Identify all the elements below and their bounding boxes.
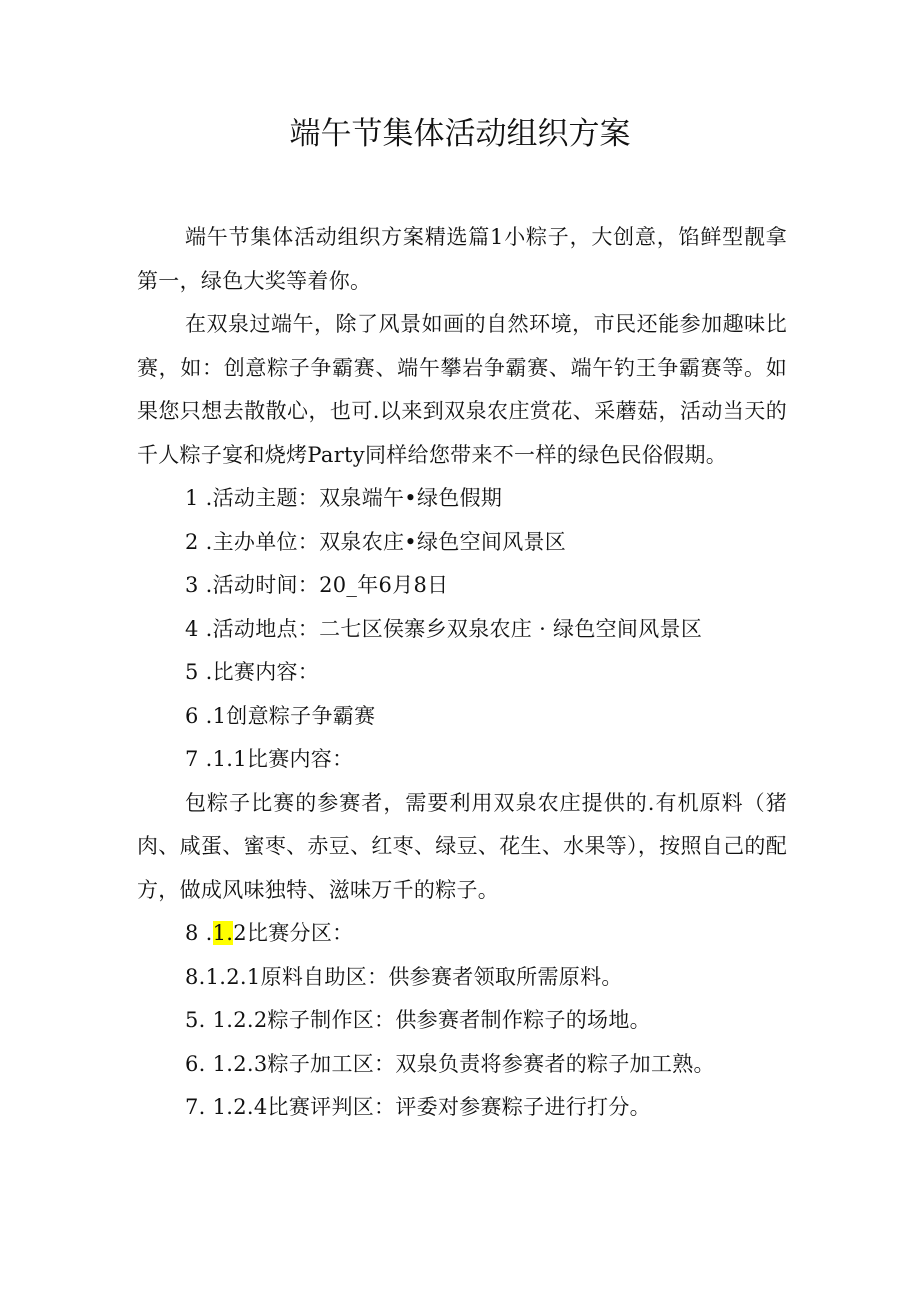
document-body — [137, 216, 787, 1130]
list-item-location: 4 .活动地点：二七区侯寨乡双泉农庄 · 绿色空间风景区 — [185, 616, 703, 641]
list-item-zones — [137, 912, 787, 956]
list-item-zone-judging: 7. 1.2.4比赛评判区：评委对参赛粽子进行打分。 — [185, 1095, 651, 1119]
list-item-zone-cooking: 6. 1.2.3粽子加工区：双泉负责将参赛者的粽子加工熟。 — [185, 1051, 715, 1076]
paragraph-contest-detail: 包粽子比赛的参赛者，需要利用双泉农庄提供的.有机原料（猪肉、咸蛋、蜜枣、赤豆、红枣、绿豆、花生、水果等），按照自己的配方，做成风味独特、滋味万千的粽子。 — [137, 790, 787, 902]
list-item-content: 5 .比赛内容： — [185, 660, 320, 684]
highlighted-text: 1. — [212, 921, 234, 945]
list-item-contest-content: 7 .1.1比赛内容： — [185, 747, 354, 771]
list-item-zone-making: 5. 1.2.2粽子制作区：供参赛者制作粽子的场地。 — [185, 1008, 651, 1032]
list-item-zones-suffix: 2比赛分区： — [233, 921, 354, 945]
list-item-zone-materials: 8.1.2.1原料自助区：供参赛者领取所需原料。 — [185, 964, 623, 989]
paragraph-intro: 端午节集体活动组织方案精选篇1小粽子，大创意，馅鲜型靓拿第一，绿色大奖等着你。 — [137, 225, 787, 293]
list-item-time: 3 .活动时间：20_年6月8日 — [185, 573, 449, 597]
list-item-organizer: 2 .主办单位：双泉农庄•绿色空间风景区 — [185, 529, 567, 554]
paragraph-description: 在双泉过端午，除了风景如画的自然环境，市民还能参加趣味比赛，如：创意粽子争霸赛、端午攀岩争霸赛、端午钓王争霸赛等。如果您只想去散散心，也可.以来到双泉农庄赏花、采蘑菇，活动当天的千人粽子宴和烧烤Party同样给您带来不一样的绿色民俗假期。 — [137, 312, 787, 467]
document-title: 端午节集体活动组织方案 — [289, 116, 631, 152]
list-item-theme: 1 .活动主题：双泉端午•绿色假期 — [185, 486, 503, 510]
list-item-contest: 6 .1创意粽子争霸赛 — [185, 703, 376, 728]
list-item-zones-prefix: 8 . — [185, 921, 213, 945]
